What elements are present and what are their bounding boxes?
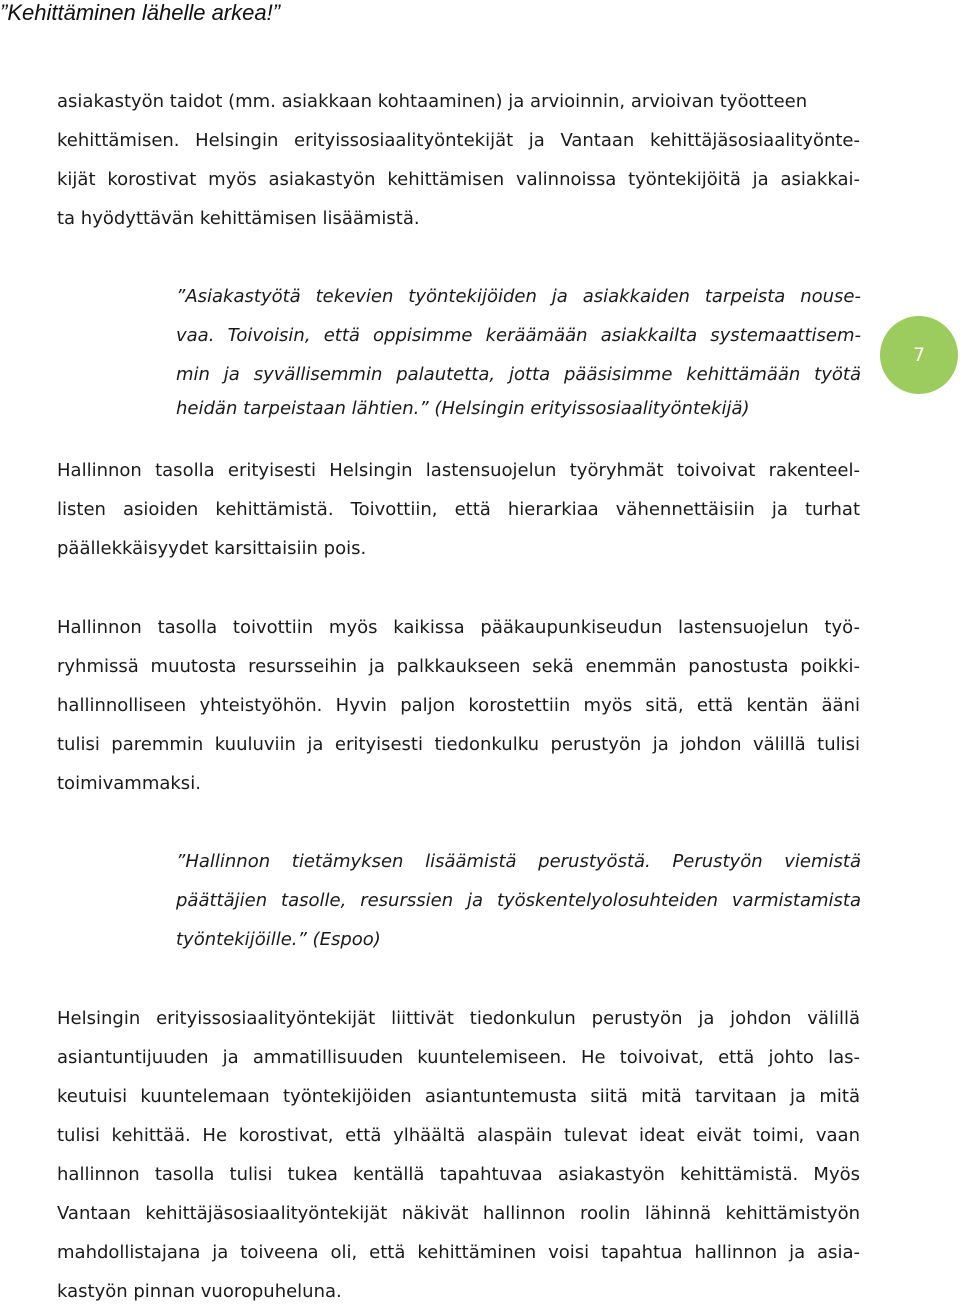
paragraph-line: asiakastyön taidot (mm. asiakkaan kohtaaminen) ja arvioinnin, arvioivan työotteen: [57, 91, 808, 112]
quote-line: työntekijöille.” (Espoo): [176, 929, 381, 950]
paragraph-line: ta hyödyttävän kehittämisen lisäämistä.: [57, 208, 420, 229]
paragraph-line: asiantuntijuuden ja ammatillisuuden kuuntelemiseen. He toivoivat, että johto las-: [57, 1047, 860, 1068]
page-number-badge: 7: [880, 316, 958, 394]
quote-line: min ja syvällisemmin palautetta, jotta pääsisimme kehittämään työtä: [176, 364, 861, 385]
paragraph-line: hallinnolliseen yhteistyöhön. Hyvin paljon korostettiin myös sitä, että kentän ääni: [57, 695, 860, 716]
paragraph-line: tulisi kehittää. He korostivat, että ylhäältä alaspäin tulevat ideat eivät toimi, vaan: [57, 1125, 860, 1146]
paragraph-line: Helsingin erityissosiaalityöntekijät liittivät tiedonkulun perustyön ja johdon välillä: [57, 1008, 860, 1029]
quote-line: ”Asiakastyötä tekevien työntekijöiden ja asiakkaiden tarpeista nouse-: [176, 286, 861, 307]
paragraph-line: kastyön pinnan vuoropuheluna.: [57, 1281, 342, 1302]
quote-line: päättäjien tasolle, resurssien ja työskentelyolosuhteiden varmistamista: [176, 890, 861, 911]
paragraph-line: toimivammaksi.: [57, 773, 201, 794]
paragraph-line: kehittämisen. Helsingin erityissosiaalityöntekijät ja Vantaan kehittäjäsosiaalityönte-: [57, 130, 860, 151]
paragraph-line: hallinnon tasolla tulisi tukea kentällä tapahtuvaa asiakastyön kehittämistä. Myös: [57, 1164, 860, 1185]
paragraph-line: kijät korostivat myös asiakastyön kehittämisen valinnoissa työntekijöitä ja asiakkai-: [57, 169, 860, 190]
paragraph-line: Hallinnon tasolla erityisesti Helsingin lastensuojelun työryhmät toivoivat rakenteel-: [57, 460, 860, 481]
paragraph-line: ryhmissä muutosta resursseihin ja palkkaukseen sekä enemmän panostusta poikki-: [57, 656, 860, 677]
paragraph-line: Vantaan kehittäjäsosiaalityöntekijät näkivät hallinnon roolin lähinnä kehittämistyön: [57, 1203, 860, 1224]
paragraph-line: listen asioiden kehittämistä. Toivottiin, että hierarkiaa vähennettäisiin ja turhat: [57, 499, 860, 520]
paragraph-line: Hallinnon tasolla toivottiin myös kaikissa pääkaupunkiseudun lastensuojelun työ-: [57, 617, 860, 638]
quote-line: ”Hallinnon tietämyksen lisäämistä perustyöstä. Perustyön viemistä: [176, 851, 861, 872]
paragraph-line: päällekkäisyydet karsittaisiin pois.: [57, 538, 367, 559]
quote-line: heidän tarpeistaan lähtien.” (Helsingin erityissosiaalityöntekijä): [176, 398, 750, 419]
paragraph-line: mahdollistajana ja toiveena oli, että kehittäminen voisi tapahtua hallinnon ja asia-: [57, 1242, 860, 1263]
page-header-title: ”Kehittäminen lähelle arkea!”: [0, 0, 281, 25]
quote-line: vaa. Toivoisin, että oppisimme keräämään asiakkailta systemaattisem-: [176, 325, 861, 346]
paragraph-line: tulisi paremmin kuuluviin ja erityisesti tiedonkulku perustyön ja johdon välillä tulisi: [57, 734, 860, 755]
paragraph-line: keutuisi kuuntelemaan työntekijöiden asiantuntemusta siitä mitä tarvitaan ja mitä: [57, 1086, 860, 1107]
